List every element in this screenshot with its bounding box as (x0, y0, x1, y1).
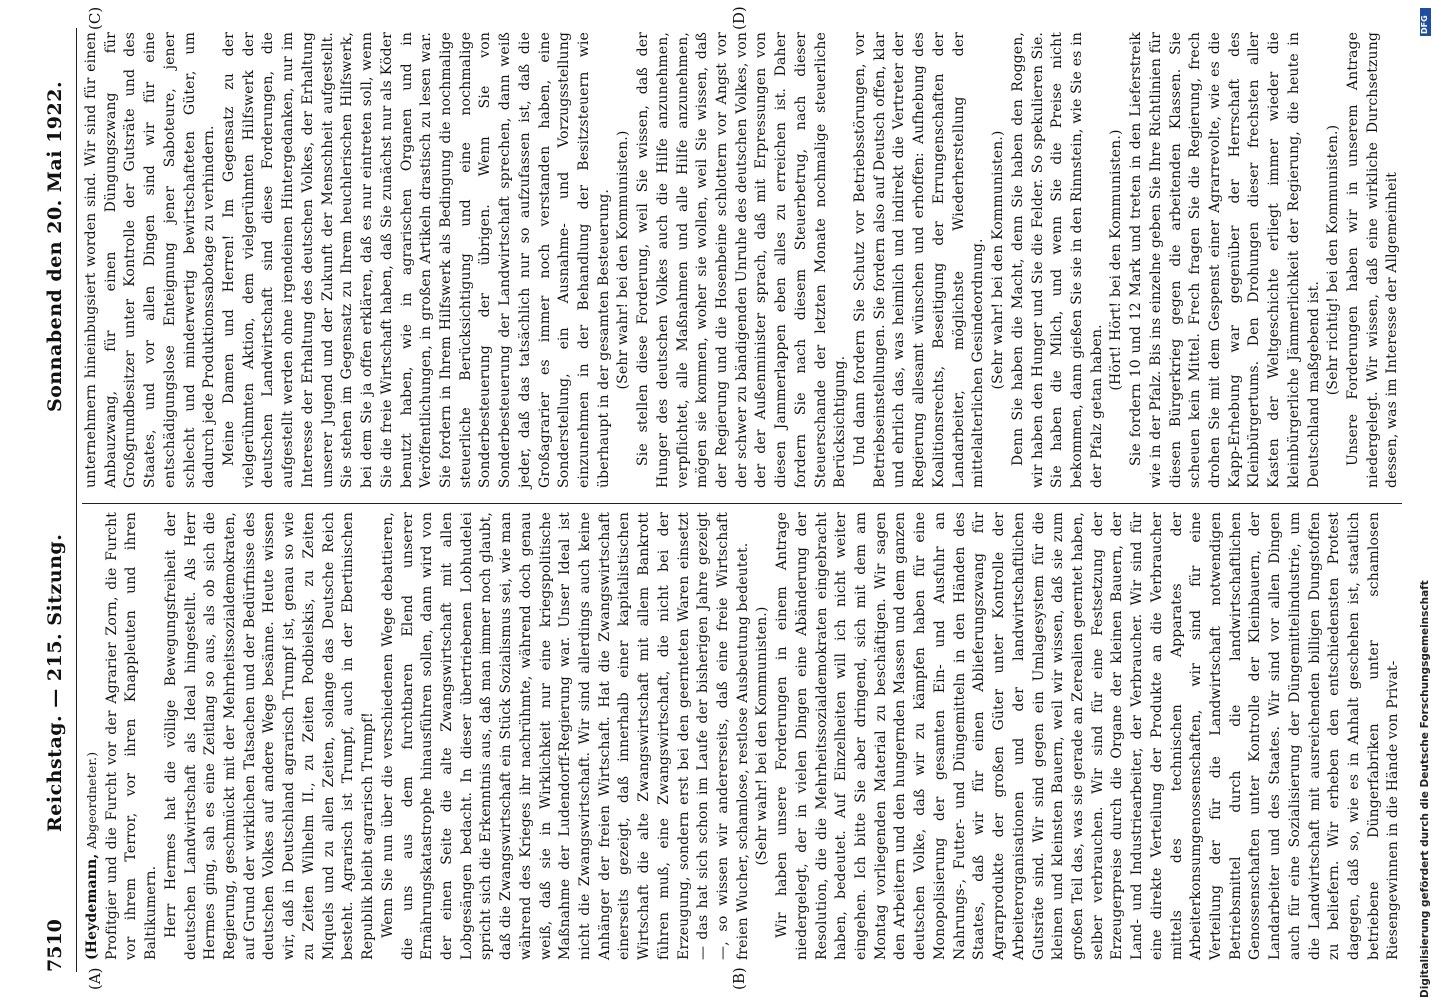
interjection: (Sehr richtig! bei den Kommunisten.) (1325, 124, 1342, 396)
header-rule (76, 28, 77, 972)
paragraph: Sie fordern 10 und 12 Mark und treten in den Lieferstreik wie in der Pfalz. Bis ins einzelne geben Sie Ihre Richtlinien für diesen Bürgerkrieg gegen die arbeitenden Klassen. Sie scheuen kein Mittel. Frech fragen Sie die Regierung, frech drohen Sie mit dem Gespenst einer Agrarrevolte, wie es die Kapp-Erhebung war gegenüber der Herrschaft des Kleinbürgertums. Den Drohungen dieser frechsten aller Kasten der Weltgeschichte erliegt immer wieder die kleinbürgerliche Jämmerlichkeit der Regierung, die heute in Deutschland maßgebend ist. (1128, 32, 1322, 488)
speaker-role: Abgeordneter.) (84, 751, 99, 850)
paragraph: Unsere Forderungen haben wir in unserem Antrage niedergelegt. Wir wissen, daß eine wirkliche Durchsetzung dessen, was im Interesse der Allgemeinheit (1345, 32, 1401, 488)
paragraph: Wir haben unsere Forderungen in einem Antrage niedergelegt, der in vielen Dingen eine Abänderung der Resolution, die die Mehrheitssozialdemokraten eingebracht haben, bedeutet. Auf Einzelheiten will ich nicht weiter eingehen. Ich bitte Sie aber dringend, sich mit dem am Montag vorliegenden Material zu beschäftigen. Wir sagen den Arbeitern und den hungernden Massen und dem ganzen deutschen Volke, daß wir zu kämpfen haben für eine Monopolisierung der gesamten Ein- und Ausfuhr an Nahrungs-, Futter- und Düngemitteln in den Händen des Staates, daß wir für einen Ablieferungszwang für Agrarprodukte der großen Güter unter Kontrolle der Arbeiterorganisationen und der landwirtschaftlichen Gutsräte sind. Wir sind gegen ein Umlagesystem für die kleinen und kleinsten Bauern, weil wir wissen, daß sie zum großen Teil das, was sie gerade an Zerealien geerntet haben, selber verbrauchen. Wir sind für eine Festsetzung der Erzeugerpreise durch die Organe der kleinen Bauern, der Land- und Industriearbeiter, der Verbraucher. Wir sind für eine direkte Verteilung der Produkte an die Verbraucher mittels des technischen Apparates der Arbeiterkonsumgenossenschaften, wir sind für eine Verteilung der für die Landwirtschaft notwendigen Betriebsmittel durch die landwirtschaftlichen Genossenschaften unter Kontrolle der Kleinbauern, der Landarbeiter und des Staates. Wir sind vor allen Dingen auch für eine Sozialisierung der Düngemittelindustrie, um die Landwirtschaft mit ausreichenden billigen Dungstoffen zu beliefern. Wir erheben den entschiedensten Protest dagegen, daß so, wie es in Anhalt geschehen ist, staatlich betriebene Düngerfabriken unter schamlosen Riesengewinnen in die Hände von Privat- (774, 512, 1402, 960)
paragraph: Meine Damen und Herren! Im Gegensatz zu der vielgerühmten Aktion, dem vielgerühmten Hilfswerk der deutschen Landwirtschaft sind diese Forderungen, die aufgestellt werden ohne irgendeinen Hintergedanken, nur im Interesse der Erhaltung des deutschen Volkes, der Erhaltung unserer Jugend und der Zukunft der Menschheit aufgestellt. Sie stehen im Gegensatz zu Ihrem heuchlerischen Hilfswerk, bei dem Sie ja offen erklären, daß es nur eintreten soll, wenn Sie die freie Wirtschaft haben, daß Sie zunächst nur als Köder benutzt haben, wie in agrarischen Organen und in Veröffentlichungen, in großen Artikeln drastisch zu lesen war. Sie fordern in Ihrem Hilfswerk als Bedingung die nochmalige steuerliche Berücksichtigung und eine nochmalige Sonderbesteuerung der übrigen. Wenn Sie von Sonderbesteuerung der Landwirtschaft sprechen, dann weiß jeder, daß das tatsächlich nur so aufzufassen ist, daß die Großagrarier es immer noch verstanden haben, eine Sonderstellung, ein Ausnahme- und Vorzugsstellung einzunehmen in der Behandlung der Besitzsteuern wie überhaupt in der gesamten Besteuerung. (221, 32, 612, 488)
paragraph: Denn Sie haben die Macht, denn Sie haben den Roggen, wir haben den Hunger und Sie die Felder. So spekulieren Sie. Sie haben die Milch, und wenn Sie die Preise nicht bekommen, dann gießen Sie sie in den Rinnstein, wie Sie es in der Pfalz getan haben. (1009, 32, 1105, 488)
session-date: Sonnabend den 20. Mai 1922. (44, 80, 66, 412)
column-separator (82, 503, 1402, 504)
paragraph: Profitgier und die Furcht vor der Agrarier Zorn, die Furcht vor ihrem Terror, vor ihren Knappleuten und ihren Baltikumern. (103, 512, 160, 960)
paragraph: unternehmern hineinbugsiert worden sind. Wir sind für einen Anbauzwang, für einen Düngungszwang für Großgrundbesitzer unter Kontrolle der Gutsräte und des Staates, und vor allen Dingen sind wir für eine entschädigungslose Enteignung jener Saboteure, jener schlecht und minderwertig bewirtschafteten Güter, um dadurch jede Produktionssabotage zu verhindern. (83, 32, 218, 488)
right-column (82, 32, 1403, 488)
session-title: Reichstag. — 215. Sitzung. (44, 533, 66, 832)
paragraph: Herr Hermes hat die völlige Bewegungsfreiheit der deutschen Landwirtschaft als Ideal hingestellt. Als Herr Hermes ging, sah es eine Zeitlang so aus, als ob sich die Regierung, geschmückt mit der Mehrheitssozialdemokraten, auf Grund der wirklichen Tatsachen und der Bedürfnisse des deutschen Volkes auf andere Wege besänne. Heute wissen wir, daß in Deutschland agrarisch Trumpf ist, genau so wie zu Zeiten Wilhelm II., zu Zeiten Podbielskis, zu Zeiten Miquels und zu allen Zeiten, solange das Deutsche Reich besteht. Agrarisch ist Trumpf, auch in der Ebertinischen Republik bleibt agrarisch Trumpf! (162, 512, 377, 960)
speaker-name: (Heydemann, (84, 853, 100, 960)
margin-marker-a: (A) (86, 967, 104, 990)
interjection: (Sehr wahr! bei den Kommunisten.) (615, 130, 632, 390)
paragraph: Wenn Sie nun über die verschiedenen Wege debattieren, die uns aus dem furchtbaren Elend unserer Ernährungskatastrophe hinausführen sollen, dann wird von der einen Seite die alte Zwangswirtschaft mit allen Lobgesängen bedacht. In dieser übertriebenen Lobhudelei spricht sich die Erkenntnis aus, daß man immer noch glaubt, daß die Zwangswirtschaft ein Stück Sozialismus sei, wie man während des Krieges ihr nachrühmte, während doch genau weiß, daß sie in Wirklichkeit nur eine kriegspolitische Maßnahme der Ludendorff-Regierung war. Unser Ideal ist nicht die Zwangswirtschaft. Wir sind allerdings auch keine Anhänger der freien Wirtschaft. Hat die Zwangswirtschaft einerseits gezeigt, daß innerhalb einer kapitalistischen Wirtschaft die alte Zwangswirtschaft mit allem Bankrott führen muß, eine Zwangswirtschaft, die nicht bei der Erzeugung, sondern erst bei den geernteten Waren einsetzt — das hat sich schon im Laufe der bisherigen Jahre gezeigt —, so wissen wir andererseits, daß eine freie Wirtschaft freien Wucher, schamlose, restlose Ausbeutung bedeutet. (379, 512, 751, 960)
margin-marker-c: (C) (86, 6, 104, 30)
dfg-logo: DFG (1420, 8, 1431, 36)
margin-marker-d: (D) (730, 6, 748, 30)
interjection: (Sehr wahr! bei den Kommunisten.) (990, 130, 1007, 390)
interjection: (Hört! Hört! bei den Kommunisten.) (1108, 129, 1125, 391)
margin-marker-b: (B) (730, 967, 748, 990)
paragraph: Und dann fordern Sie Schutz vor Betriebsstörungen, vor Betriebseinstellungen. Sie fordern also auf Deutsch offen, klar und ehrlich das, was heimlich und indirekt die Vertreter der Regierung allesamt wünschen und erhoffen: Aufhebung des Koalitionsrechts, Beseitigung der Errungenschaften der Landarbeiter, möglichste Wiederherstellung der mittelalterlichen Gesindeordnung. (852, 32, 987, 488)
page-number: 7510 (44, 919, 66, 972)
page-header (40, 28, 74, 972)
interjection: (Sehr wahr! bei den Kommunisten.) (754, 606, 771, 866)
digitization-credit: Digitalisierung gefördert durch die Deutsche Forschungsgemeinschaft (1419, 580, 1431, 998)
speaker-line (82, 512, 103, 960)
left-column (82, 512, 1404, 960)
paragraph: Sie stellen diese Forderung, weil Sie wissen, daß der Hunger des deutschen Volkes auch die Hilfe anzunehmen, verpflichtet, alle Maßnahmen und alle Hilfe anzunehmen, mögen sie kommen, woher sie wollen, weil Sie wissen, daß der Regierung und die Hosenbeine schlottern vor Angst vor der schwer zu bändigenden Unruhe des deutschen Volkes, von der der Außenminister sprach, daß mit Erpressungen von diesen Jammerlappen eben alles zu erreichen ist. Daher fordern Sie nach diesem Steuerbetrug, nach dieser Steuerschande der letzten Monate nochmalige steuerliche Berücksichtigung. (635, 32, 849, 488)
